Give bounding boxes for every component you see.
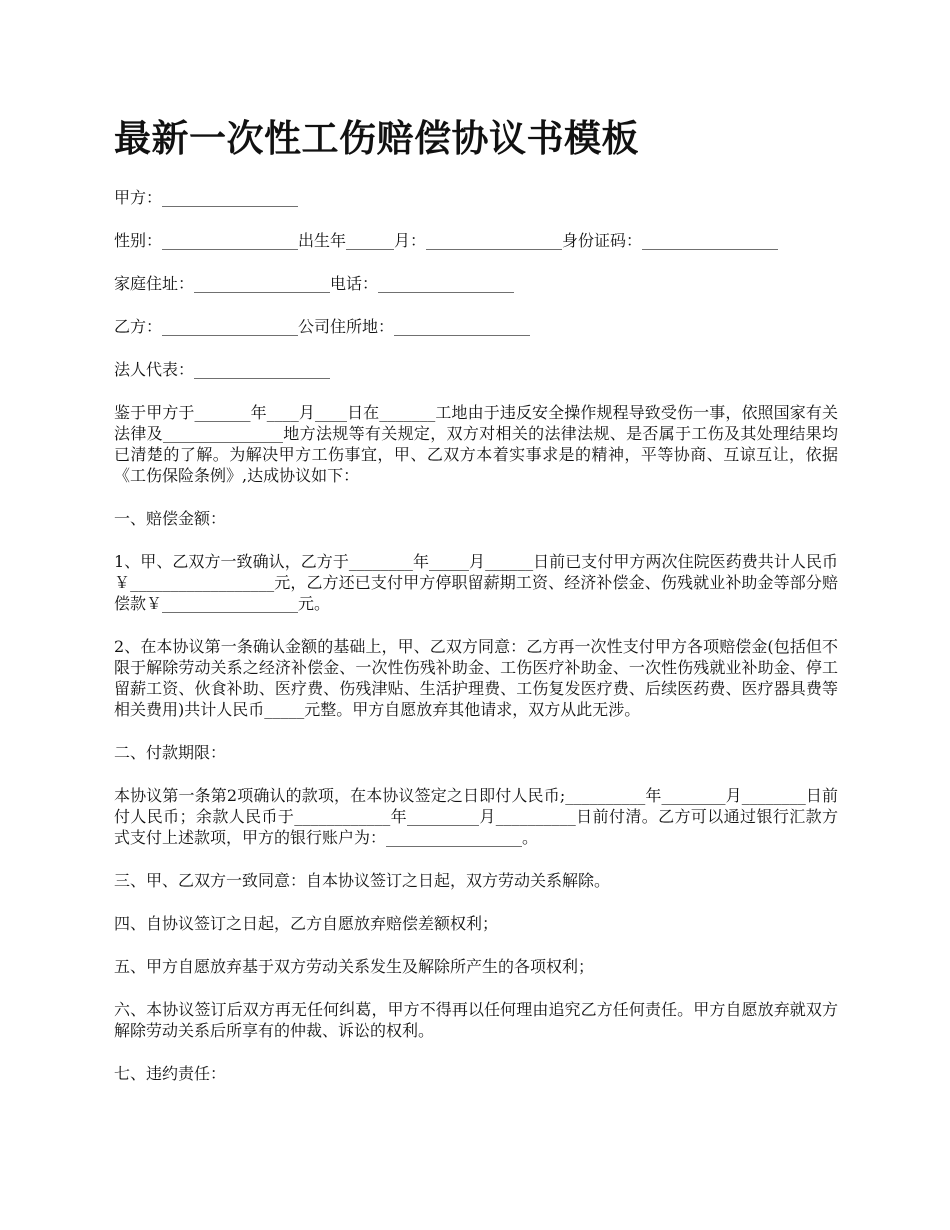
clause-6: 六、本协议签订后双方再无任何纠葛，甲方不得再以任何理由追究乙方任何责任。甲方自愿放弃就双方解除劳动关系后所享有的仲裁、诉讼的权利。 xyxy=(114,1000,838,1040)
clause-5: 五、甲方自愿放弃基于双方劳动关系发生及解除所产生的各项权利； xyxy=(114,957,595,976)
gender-birth-id-line: 性别：_________________出生年______月：_________________身份证码：_________________ xyxy=(114,231,779,250)
clause-3: 三、甲、乙双方一致同意：自本协议签订之日起，双方劳动关系解除。 xyxy=(114,871,611,890)
clause-1-2: 2、在本协议第一条确认金额的基础上，甲、乙双方同意：乙方再一次性支付甲方各项赔偿金(包括但不限于解除劳动关系之经济补偿金、一次性伤残补助金、工伤医疗补助金、一次性伤残就业补助金、停工留薪工资、伙食补助、医疗费、伤残津贴、生活护理费、工伤复发医疗费、后续医药费、医疗器具费等相关费用)共计人民币_____元整。甲方自愿放弃其他请求，双方从此无涉。 xyxy=(114,637,838,719)
legal-representative-line: 法人代表：_________________ xyxy=(114,360,331,379)
section-heading-breach: 七、违约责任： xyxy=(114,1064,227,1083)
payment-term-paragraph: 本协议第一条第2项确认的款项，在本协议签定之日即付人民币;__________年________月________日前付人民币；余款人民币于____________年_________月__________日前付清。乙方可以通过银行汇款方式支付上述款项，甲方的银行账户为：_________________。 xyxy=(114,786,838,847)
section-heading-payment-term: 二、付款期限： xyxy=(114,743,227,762)
clause-4: 四、自协议签订之日起，乙方自愿放弃赔偿差额权利； xyxy=(114,914,499,933)
party-a-line: 甲方：_________________ xyxy=(114,188,299,207)
document-title: 最新一次性工伤赔偿协议书模板 xyxy=(114,116,639,160)
party-b-line: 乙方：_________________公司住所地：_________________ xyxy=(114,317,531,336)
section-heading-compensation: 一、赔偿金额： xyxy=(114,509,227,528)
preamble-paragraph: 鉴于甲方于_______年____月____日在_______工地由于违反安全操作规程导致受伤一事，依照国家有关法律及_______________地方法规等有关规定，双方对相关的法律法规、是否属于工伤及其处理结果均已清楚的了解。为解决甲方工伤事宜，甲、乙双方本着实事求是的精神，平等协商、互谅互让，依据《工伤保险条例》,达成协议如下： xyxy=(114,403,838,485)
clause-1-1: 1、甲、乙双方一致确认，乙方于________年_____月______日前已支付甲方两次住院医药费共计人民币￥__________________元，乙方还已支付甲方停职留薪期工资、经济补偿金、伤残就业补助金等部分赔偿款￥_________________元。 xyxy=(114,552,838,613)
address-phone-line: 家庭住址：_________________电话：_________________ xyxy=(114,274,515,293)
